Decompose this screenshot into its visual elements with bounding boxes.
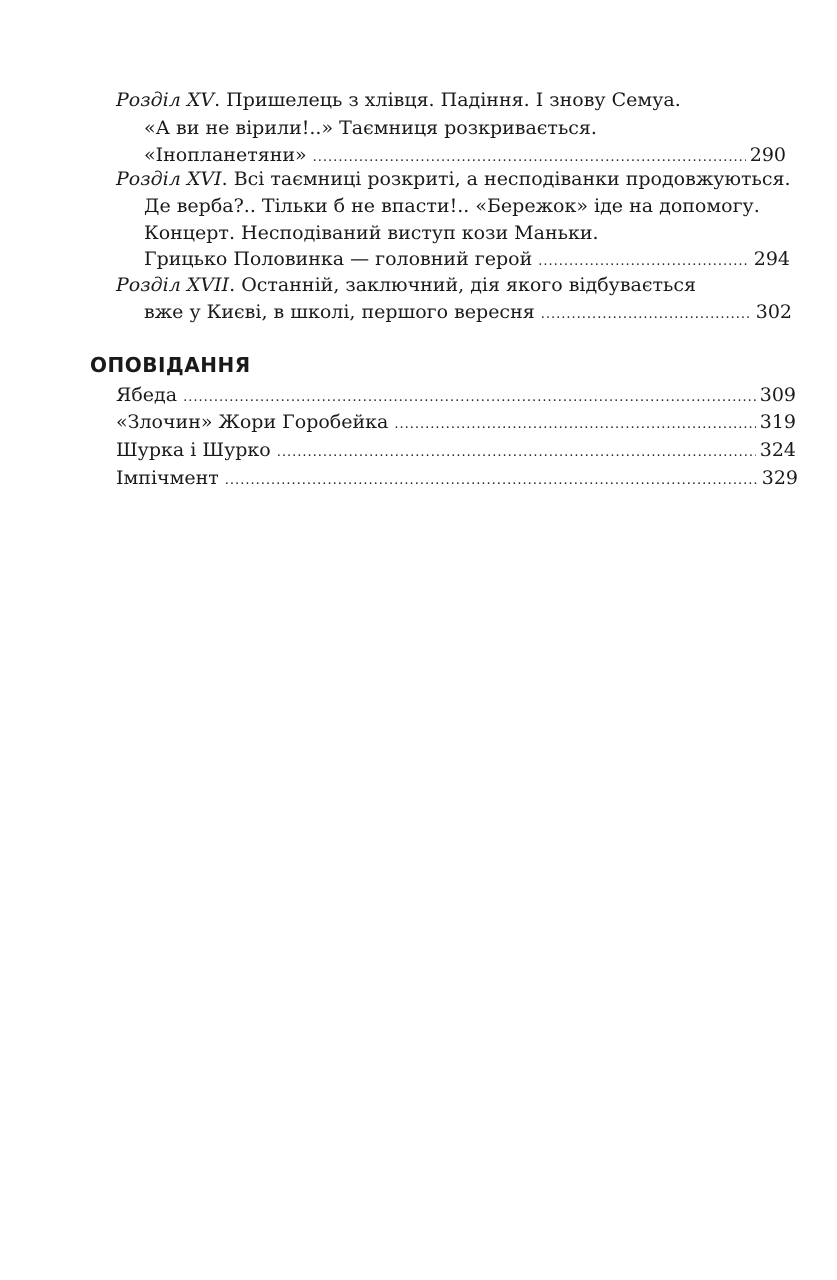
page-number: 324 (759, 439, 796, 461)
page-number: 319 (759, 411, 796, 433)
story-title: Ябеда (116, 384, 178, 406)
chapter-label: Розділ XV (116, 89, 215, 111)
chapter-subline: «А ви не вірили!..» Таємниця розкривається. (144, 117, 597, 139)
toc-entry-story[interactable] (116, 380, 796, 410)
toc-chapter-15-line (144, 113, 597, 143)
story-title: «Злочин» Жори Горобейка (116, 411, 389, 433)
chapter-last-line: вже у Києві, в школі, першого вересня (144, 301, 535, 323)
chapter-title: . Останній, заключний, дія якого відбувається (229, 274, 696, 296)
toc-chapter-15-heading (116, 85, 681, 115)
chapter-title: . Всі таємниці розкриті, а несподіванки продовжуються. (221, 168, 791, 190)
toc-entry-story[interactable] (116, 435, 796, 465)
toc-chapter-17-heading (116, 270, 696, 300)
chapter-last-line: «Інопланетяни» (144, 144, 307, 166)
story-title: Шурка і Шурко (116, 439, 271, 461)
chapter-label: Розділ XVI (116, 168, 222, 190)
page-number: 290 (749, 144, 786, 166)
leader-dots (541, 300, 752, 330)
page-number: 329 (761, 467, 798, 489)
page-number: 302 (755, 301, 792, 323)
toc-entry-story[interactable] (116, 407, 796, 437)
chapter-subline: Концерт. Несподіваний виступ кози Маньки. (144, 222, 599, 244)
chapter-last-line: Грицько Половинка — головний герой (144, 248, 533, 270)
toc-entry-story[interactable] (116, 463, 798, 493)
section-heading-stories: ОПОВІДАННЯ (90, 353, 251, 377)
chapter-label: Розділ XVII (116, 274, 230, 296)
page-number: 309 (759, 384, 796, 406)
toc-entry-chapter-17[interactable] (144, 297, 792, 327)
chapter-subline: Де верба?.. Тільки б не впасти!.. «Бережок» іде на допомогу. (144, 195, 760, 217)
chapter-title: . Пришелець з хлівця. Падіння. І знову Семуа. (214, 89, 681, 111)
page-number: 294 (753, 248, 790, 270)
leader-dots (225, 466, 758, 496)
toc-chapter-16-line (144, 191, 760, 221)
story-title: Імпічмент (116, 467, 219, 489)
toc-chapter-16-heading (116, 164, 791, 194)
